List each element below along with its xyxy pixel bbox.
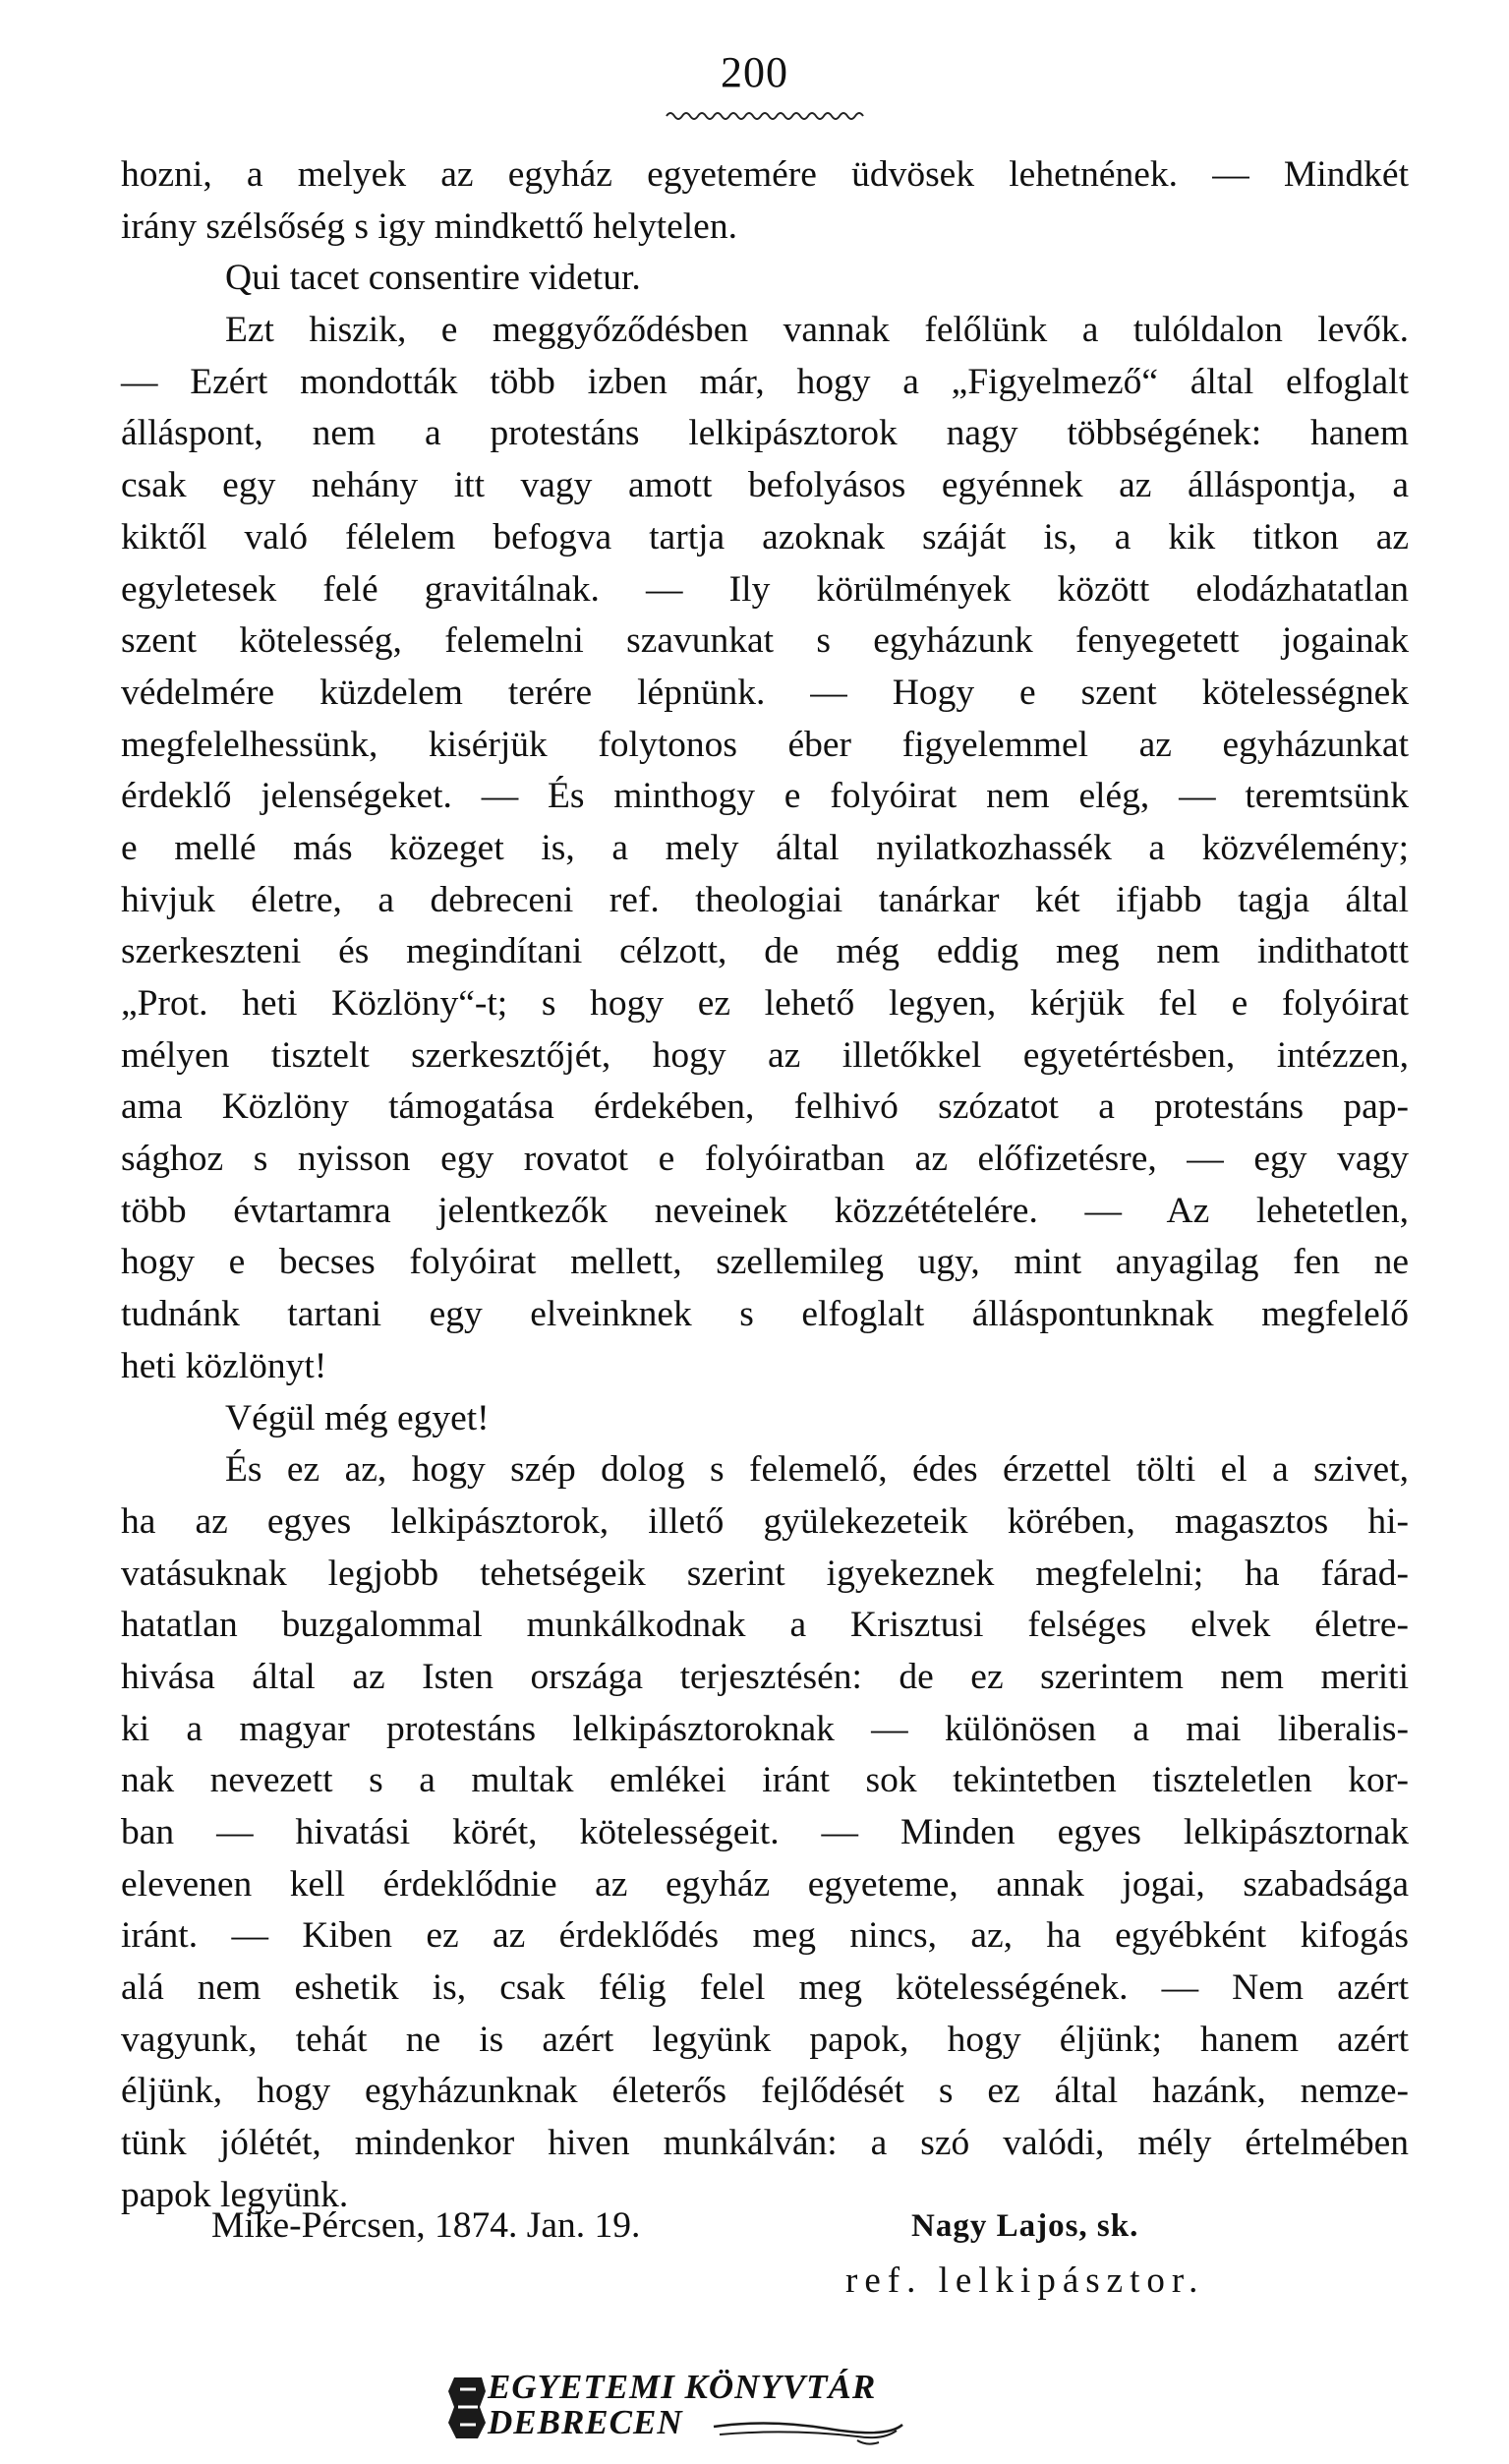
text-line: hozni, a melyek az egyház egyetemére üdvösek lehetnének. — Mindkét	[121, 154, 1409, 195]
text-line: egyletesek felé gravitálnak. — Ily körülmények között elodázhatatlan	[121, 568, 1409, 610]
text-line: Qui tacet consentire videtur.	[225, 258, 641, 299]
text-line: védelmére küzdelem terére lépnünk. — Hogy e szent kötelességnek	[121, 672, 1409, 713]
page-number-ornament	[665, 108, 869, 120]
text-line: érdeklő jelenségeket. — És minthogy e folyóirat nem elég, — teremtsünk	[121, 776, 1409, 817]
text-line: tünk jólétét, mindenkor hiven munkálván: a szó valódi, mély értelmében	[121, 2123, 1409, 2164]
text-line: heti közlönyt!	[121, 1345, 327, 1386]
text-line: vatásuknak legjobb tehetségeik szerint igyekeznek megfelelni; ha fárad-	[121, 1553, 1409, 1594]
text-line: szerkeszteni és megindítani célzott, de még eddig meg nem indithatott	[121, 931, 1409, 972]
text-line: szent kötelesség, felemelni szavunkat s egyházunk fenyegetett jogainak	[121, 620, 1409, 662]
text-line: sághoz s nyisson egy rovatot e folyóiratban az előfizetésre, — egy vagy	[121, 1139, 1409, 1180]
stamp-text-line: DEBRECEN	[488, 2403, 683, 2441]
text-line: éljünk, hogy egyházunknak életerős fejlődését s ez által hazánk, nemze-	[121, 2071, 1409, 2112]
closing-block	[121, 2200, 1409, 2309]
place-date: Mike-Pércsen, 1874. Jan. 19.	[211, 2205, 641, 2246]
text-line: mélyen tisztelt szerkesztőjét, hogy az illetőkkel egyetértésben, intézzen,	[121, 1034, 1409, 1076]
text-line: hatatlan buzgalommal munkálkodnak a Krisztusi felséges elvek életre-	[121, 1605, 1409, 1646]
text-line: csak egy nehány itt vagy amott befolyásos egyénnek az álláspontja, a	[121, 465, 1409, 506]
text-line: álláspont, nem a protestáns lelkipásztorok nagy többségének: hanem	[121, 413, 1409, 454]
text-line: e mellé más közeget is, a mely által nyilatkozhassék a közvélemény;	[121, 827, 1409, 868]
text-line: És ez az, hogy szép dolog s felemelő, édes érzettel tölti el a szivet,	[225, 1449, 1409, 1491]
text-line: vagyunk, tehát ne is azért legyünk papok, hogy éljünk; hanem azért	[121, 2019, 1409, 2060]
stamp-flourish-icon	[710, 2415, 906, 2448]
text-line: nak nevezett s a multak emlékei iránt sok tekintetben tiszteletlen kor-	[121, 1760, 1409, 1801]
text-line: ama Közlöny támogatása érdekében, felhivó szózatot a protestáns pap-	[121, 1086, 1409, 1128]
text-line: hivjuk életre, a debreceni ref. theologiai tanárkar két ifjabb tagja által	[121, 879, 1409, 920]
text-line: Végül még egyet!	[225, 1397, 490, 1438]
signature: Nagy Lajos, sk.	[911, 2208, 1139, 2244]
text-line: ban — hivatási körét, kötelességeit. — Minden egyes lelkipásztornak	[121, 1812, 1409, 1852]
text-line: alá nem eshetik is, csak félig felel meg kötelességének. — Nem azért	[121, 1967, 1409, 2009]
page-number: 200	[721, 48, 788, 96]
signature-title: ref. lelkipásztor.	[845, 2260, 1205, 2301]
text-line: hogy e becses folyóirat mellett, szellemileg ugy, mint anyagilag fen ne	[121, 1242, 1409, 1283]
text-line: hivása által az Isten országa terjesztésén: de ez szerintem nem meriti	[121, 1656, 1409, 1697]
text-line: tudnánk tartani egy elveinknek s elfoglalt álláspontunknak megfelelő	[121, 1294, 1409, 1335]
text-line: iránt. — Kiben ez az érdeklődés meg nincs, az, ha egyébként kifogás	[121, 1915, 1409, 1957]
text-line: — Ezért mondották több izben már, hogy a „Figyelmező“ által elfoglalt	[121, 361, 1409, 402]
text-line: elevenen kell érdeklődnie az egyház egyeteme, annak jogai, szabadsága	[121, 1863, 1409, 1905]
text-line: kiktől való félelem befogva tartja azoknak száját is, a kik titkon az	[121, 516, 1409, 557]
text-line: papok legyünk.	[121, 2174, 349, 2215]
body-text	[121, 149, 1409, 2222]
stamp-text-line: EGYETEMI KÖNYVTÁR	[488, 2368, 877, 2406]
text-line: ki a magyar protestáns lelkipásztoroknak — különösen a mai liberalis-	[121, 1708, 1409, 1749]
text-line: irány szélsőség s igy mindkettő helytelen.	[121, 205, 737, 247]
stamp-crest-icon	[444, 2372, 492, 2442]
text-line: megfelelhessünk, kisérjük folytonos éber figyelemmel az egyházunkat	[121, 724, 1409, 765]
text-line: több évtartamra jelentkezők neveinek közzétételére. — Az lehetetlen,	[121, 1190, 1409, 1231]
library-stamp	[444, 2368, 906, 2448]
text-line: Ezt hiszik, e meggyőződésben vannak felőlünk a tulóldalon levők.	[225, 310, 1409, 351]
text-line: „Prot. heti Közlöny“-t; s hogy ez lehető legyen, kérjük fel e folyóirat	[121, 983, 1409, 1024]
text-line: ha az egyes lelkipásztorok, illető gyülekezeteik körében, magasztos hi-	[121, 1500, 1409, 1542]
